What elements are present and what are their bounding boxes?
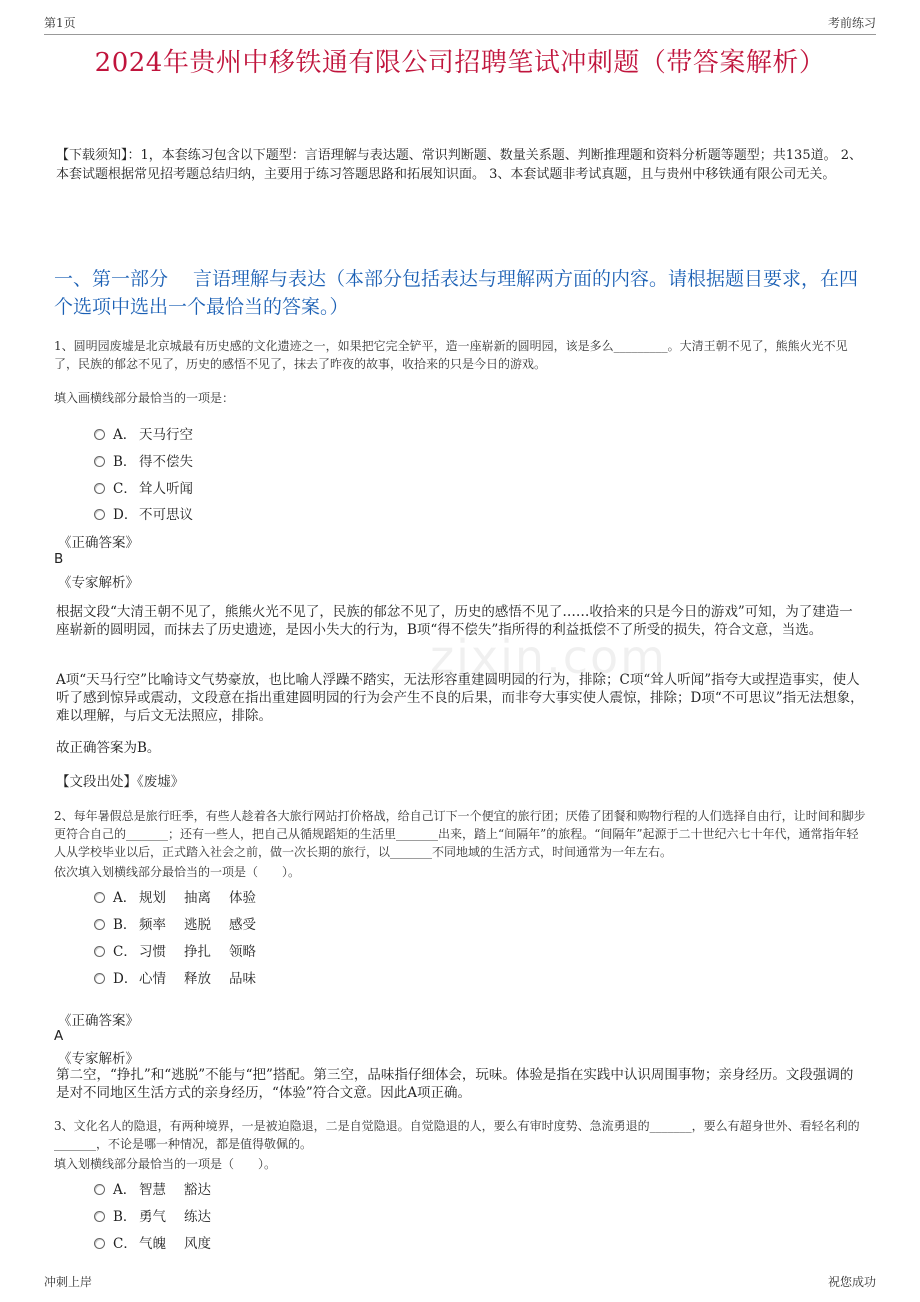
radio-icon[interactable] [94,1184,105,1195]
q2-analysis: 第二空，“挣扎”和“逃脱”不能与“把”搭配。第三空，品味指仔细体会，玩味。体验是指在实践中认识周围事物；亲身经历。文段强调的是对不同地区生活方式的亲身经历，“体验”符合文意。因此A项正确。 [56,1067,854,1101]
radio-icon[interactable] [94,456,105,467]
radio-icon[interactable] [94,509,105,520]
download-notice: 【下载须知】：1，本套练习包含以下题型：言语理解与表达题、常识判断题、数量关系题、判断推理题和资料分析题等题型；共135道。 2、本套试题根据常见招考题总结归纳，主要用于练习答题思路和拓展知识面。 3、本套试题非考试真题，且与贵州中移铁通有限公司无关。 [56,148,862,182]
header-tag: 考前练习 [827,16,876,30]
question-2-text: 2、每年暑假总是旅行旺季，有些人趁着各大旅行网站打价格战，给自己订下一个便宜的旅行团；厌倦了团餐和购物行程的人们选择自由行，让时间和脚步更符合自己的_______；还有一些人，把自己从循规蹈矩的生活里_______出来，踏上“间隔年”的旅程。“间隔年”起源于二十世纪六七十年代，通常指年轻人从学校毕业以后，正式踏入社会之前，做一次长期的旅行，以_______不同地域的生活方式，时间通常为一年左右。 [54,809,866,859]
q2-analysis-label: 《专家解析》 [58,1051,139,1067]
page-number: 第1页 [44,16,76,30]
q1-option-d[interactable]: D． 不可思议 [94,503,193,523]
q1-option-c[interactable]: C． 耸人听闻 [94,477,193,497]
q2-answer-label: 《正确答案》 [58,1013,139,1029]
q1-analysis-para-3: 故正确答案为B。 [56,740,161,756]
question-2-prompt: 依次填入划横线部分最恰当的一项是（ ）。 [54,865,301,879]
radio-icon[interactable] [94,1238,105,1249]
q1-analysis-para-1: 根据文段“大清王朝不见了，熊熊火光不见了，民族的郁忿不见了，历史的感悟不见了……收拾来的只是今日的游戏”可知，为了建造一座崭新的圆明园，而抹去了历史遗迹，是因小失大的行为，B项“得不偿失”指所得的利益抵偿不了所受的损失，符合文意，当选。 [56,604,853,638]
q3-option-a[interactable]: A． 智慧 豁达 [94,1178,229,1198]
q2-option-b[interactable]: B． 频率 逃脱 感受 [94,913,274,933]
q2-answer: A [54,1028,64,1044]
document-title: 2024年贵州中移铁通有限公司招聘笔试冲刺题（带答案解析） [94,48,826,78]
question-3-prompt: 填入划横线部分最恰当的一项是（ ）。 [54,1157,277,1171]
radio-icon[interactable] [94,892,105,903]
q3-option-c[interactable]: C． 气魄 风度 [94,1232,229,1252]
question-1-prompt: 填入画横线部分最恰当的一项是： [54,391,235,405]
question-3-text: 3、文化名人的隐退，有两种境界，一是被迫隐退，二是自觉隐退。自觉隐退的人，要么有审时度势、急流勇退的_______，要么有超身世外、看轻名利的_______，不论是哪一种情况，都是值得敬佩的。 [54,1119,860,1151]
radio-icon[interactable] [94,1211,105,1222]
q1-analysis-label: 《专家解析》 [58,575,139,591]
q1-analysis-para-2: A项“天马行空”比喻诗文气势豪放，也比喻人浮躁不踏实，无法形容重建圆明园的行为，排除；C项“耸人听闻”指夸大或捏造事实，使人听了感到惊异或震动，文段意在指出重建圆明园的行为会产生不良的后果，而非夸大事实使人震惊，排除；D项“不可思议”指无法想象，难以理解，与后文无法照应，排除。 [56,672,864,724]
radio-icon[interactable] [94,483,105,494]
section-title: 一、第一部分 言语理解与表达（本部分包括表达与理解两方面的内容。请根据题目要求，在四个选项中选出一个最恰当的答案。） [54,268,859,318]
radio-icon[interactable] [94,973,105,984]
radio-icon[interactable] [94,429,105,440]
page-header [44,14,876,35]
q2-option-c[interactable]: C． 习惯 挣扎 领略 [94,940,274,960]
q1-answer-label: 《正确答案》 [58,535,139,551]
question-1-text: 1、圆明园废墟是北京城最有历史感的文化遗迹之一，如果把它完全铲平，造一座崭新的圆明园，该是多么_________。大清王朝不见了，熊熊火光不见了，民族的郁忿不见了，历史的感悟不见了，抹去了昨夜的故事，收拾来的只是今日的游戏。 [54,339,848,371]
radio-icon[interactable] [94,946,105,957]
q1-option-a[interactable]: A． 天马行空 [94,423,193,443]
q1-source: 【文段出处】《废墟》 [56,774,185,790]
footer-right: 祝您成功 [827,1275,876,1289]
q1-answer: B [54,551,64,567]
q1-option-b[interactable]: B． 得不偿失 [94,450,193,470]
radio-icon[interactable] [94,919,105,930]
q2-option-d[interactable]: D． 心情 释放 品味 [94,967,274,987]
q3-option-b[interactable]: B． 勇气 练达 [94,1205,229,1225]
q2-option-a[interactable]: A． 规划 抽离 体验 [94,886,274,906]
watermark: zixin.com [430,630,667,684]
footer-left: 冲刺上岸 [44,1275,93,1289]
